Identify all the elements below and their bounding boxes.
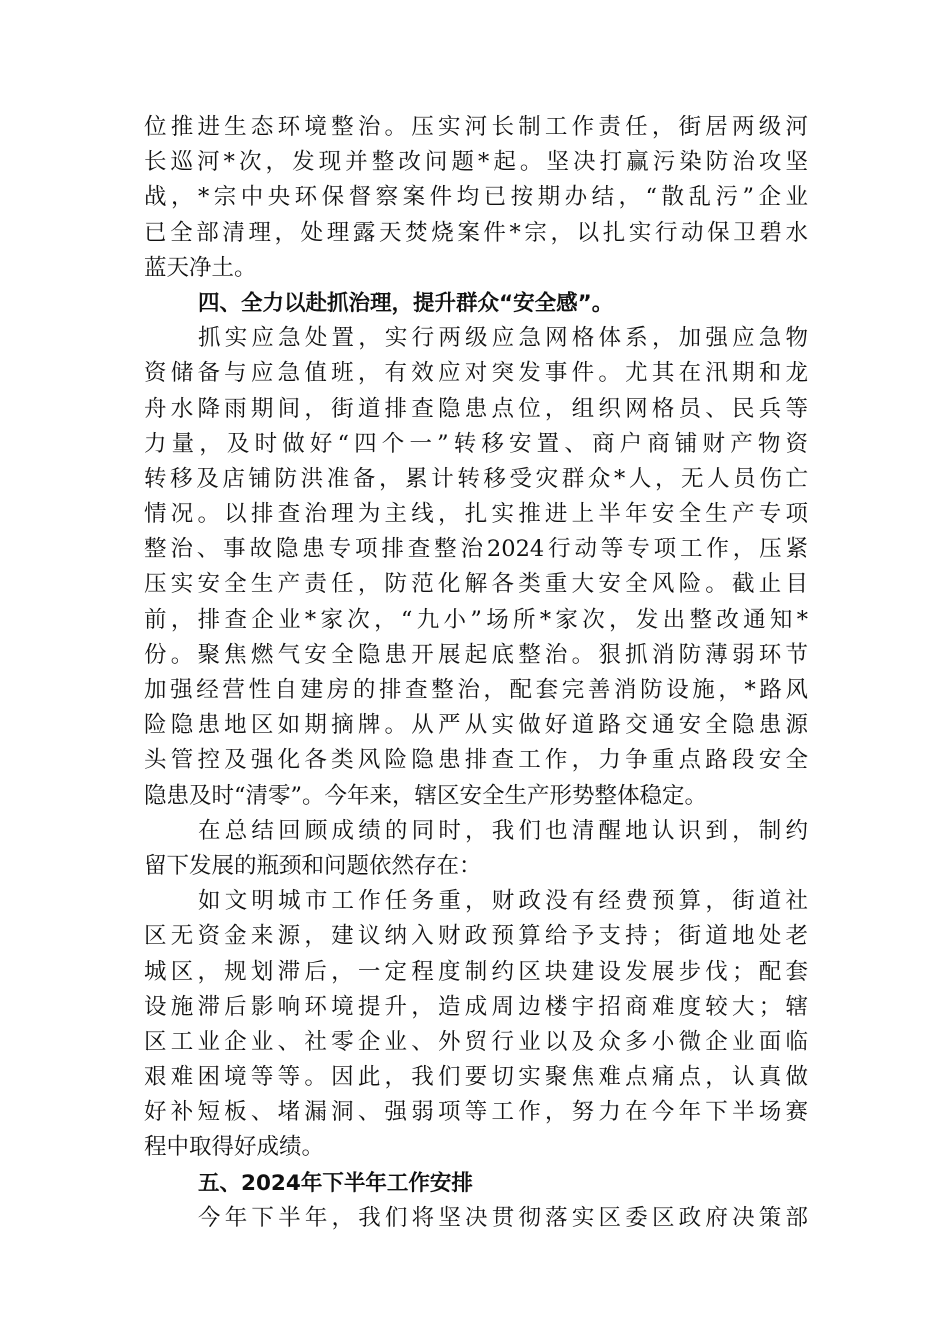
paragraph-line: 已全部清理，处理露天焚烧案件*宗，以扎实行动保卫碧水 xyxy=(144,219,808,246)
paragraph-line: 压实安全生产责任，防范化解各类重大安全风险。截止目 xyxy=(144,571,808,598)
document-page xyxy=(144,110,808,1236)
paragraph-line: 力量，及时做好“四个一”转移安置、商户商铺财产物资 xyxy=(144,430,808,457)
paragraph-line: 战，*宗中央环保督察案件均已按期办结，“散乱污”企业 xyxy=(144,184,808,211)
paragraph-line: 长巡河*次，发现并整改问题*起。坚决打赢污染防治攻坚 xyxy=(144,149,808,176)
paragraph-line: 位推进生态环境整治。压实河长制工作责任，街居两级河 xyxy=(144,114,808,140)
section-heading-4: 四、全力以赴抓治理，提升群众“安全感”。 xyxy=(198,290,614,316)
paragraph-line: 整治、事故隐患专项排查整治2024行动等专项工作，压紧 xyxy=(144,536,808,563)
paragraph-line: 城区，规划滞后，一定程度制约区块建设发展步伐；配套 xyxy=(144,958,808,985)
paragraph-line: 艰难困境等等。因此，我们要切实聚焦难点痛点，认真做 xyxy=(144,1064,808,1091)
paragraph-line: 留下发展的瓶颈和问题依然存在： xyxy=(144,852,482,879)
paragraph-line: 区无资金来源，建议纳入财政预算给予支持；街道地处老 xyxy=(144,923,808,950)
paragraph-line: 蓝天净土。 xyxy=(144,254,257,281)
paragraph-line: 头管控及强化各类风险隐患排查工作，力争重点路段安全 xyxy=(144,747,808,774)
paragraph-line: 抓实应急处置，实行两级应急网格体系，加强应急物 xyxy=(198,325,808,352)
paragraph-line: 转移及店铺防洪准备，累计转移受灾群众*人，无人员伤亡 xyxy=(144,465,808,492)
paragraph-line: 情况。以排查治理为主线，扎实推进上半年安全生产专项 xyxy=(144,501,808,528)
paragraph-line: 加强经营性自建房的排查整治，配套完善消防设施，*路风 xyxy=(144,677,808,703)
paragraph-line: 份。聚焦燃气安全隐患开展起底整治。狠抓消防薄弱环节 xyxy=(144,641,808,668)
paragraph-line: 设施滞后影响环境提升，造成周边楼宇招商难度较大；辖 xyxy=(144,993,808,1020)
paragraph-line: 隐患及时“清零”。今年来，辖区安全生产形势整体稳定。 xyxy=(144,782,708,809)
paragraph-line: 在总结回顾成绩的同时，我们也清醒地认识到，制约 xyxy=(198,817,808,844)
paragraph-line: 好补短板、堵漏洞、强弱项等工作，努力在今年下半场赛 xyxy=(144,1099,808,1126)
paragraph-line: 前，排查企业*家次，“九小”场所*家次，发出整改通知* xyxy=(144,606,808,633)
paragraph-line: 程中取得好成绩。 xyxy=(144,1134,325,1161)
paragraph-line: 险隐患地区如期摘牌。从严从实做好道路交通安全隐患源 xyxy=(144,712,808,739)
paragraph-line: 舟水降雨期间，街道排查隐患点位，组织网格员、民兵等 xyxy=(144,395,808,422)
section-heading-5: 五、2024年下半年工作安排 xyxy=(198,1170,473,1196)
paragraph-line: 如文明城市工作任务重，财政没有经费预算，街道社 xyxy=(198,888,808,915)
paragraph-line: 今年下半年，我们将坚决贯彻落实区委区政府决策部 xyxy=(198,1204,808,1231)
paragraph-line: 区工业企业、社零企业、外贸行业以及众多小微企业面临 xyxy=(144,1028,808,1055)
paragraph-line: 资储备与应急值班，有效应对突发事件。尤其在汛期和龙 xyxy=(144,360,808,387)
